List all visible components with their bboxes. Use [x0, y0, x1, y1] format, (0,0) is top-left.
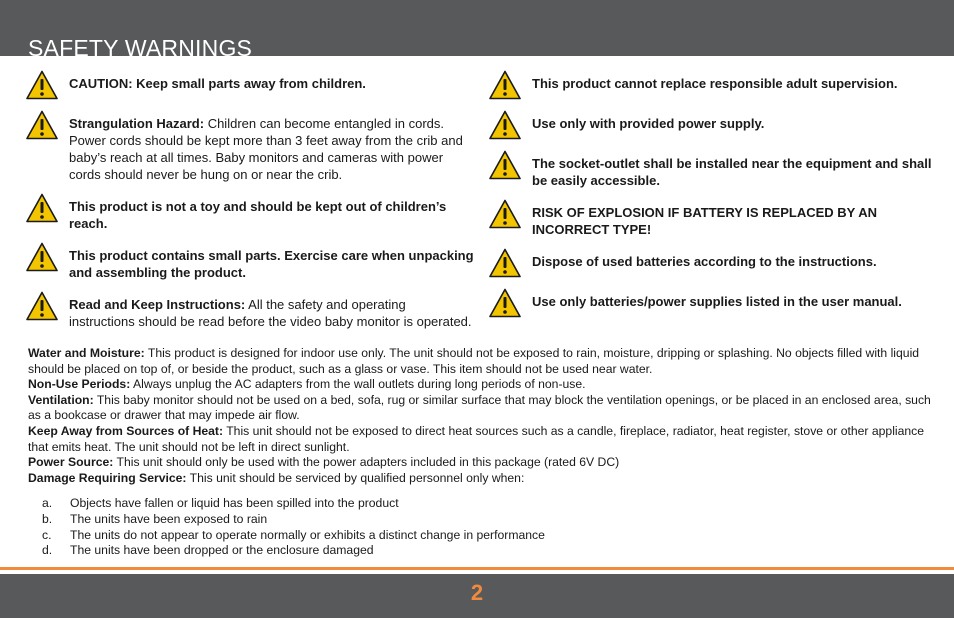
warning-heading: This product contains small parts. Exercise care when unpacking and assembling the product. [69, 248, 474, 280]
warning-item [26, 193, 474, 232]
page-header [0, 0, 954, 61]
section-text: This product is designed for indoor use only. The unit should not be exposed to rain, moisture, dripping or splashing. No objects filled with liquid should be placed on top of, or beside the product, such as a glass or vase. This item should not be used near water. [28, 346, 920, 376]
warning-item [489, 288, 943, 318]
warning-item [489, 199, 943, 238]
list-text: The units do not appear to operate normally or exhibits a distinct change in performance [70, 527, 545, 542]
warning-text: All the safety and operating instructions should be read before the video baby monitor is operated. [69, 297, 472, 329]
list-item [42, 512, 545, 528]
page-footer [0, 574, 954, 618]
warning-triangle-icon [26, 193, 58, 223]
section-text: Always unplug the AC adapters from the wall outlets during long periods of non-use. [130, 377, 586, 392]
warning-triangle-icon [489, 199, 521, 229]
page-title: SAFETY WARNINGS [28, 35, 253, 61]
list-item [42, 528, 545, 544]
section-non-use [28, 377, 933, 393]
warning-triangle-icon [489, 70, 521, 100]
warning-heading: Read and Keep Instructions: [69, 297, 246, 312]
warning-item [489, 248, 943, 278]
section-ventilation [28, 393, 933, 424]
warning-item [26, 110, 474, 183]
warning-triangle-icon [489, 248, 521, 278]
warning-text: Children can become entangled in cords. Power cords should be kept more than 3 feet away from the crib and baby’s reach at all times. Baby monitors and cameras with power cords should never be hung on or near the crib. [69, 116, 463, 182]
section-text: This baby monitor should not be used on a bed, sofa, rug or similar surface that may block the ventilation openings, or be placed in an enclosed area, such as a bookcase or drawer that may impede air flow. [28, 392, 931, 423]
section-heading: Water and Moisture: [28, 346, 145, 360]
footer-accent-line [0, 567, 954, 570]
warning-triangle-icon [26, 291, 58, 321]
warning-heading: RISK OF EXPLOSION IF BATTERY IS REPLACED BY AN INCORRECT TYPE! [532, 205, 878, 237]
section-heading: Damage Requiring Service: [28, 470, 187, 485]
warning-heading: The socket-outlet shall be installed near the equipment and shall be easily accessible. [532, 156, 932, 188]
section-damage [28, 471, 933, 487]
section-text: This unit should not be exposed to direct heat sources such as a candle, fireplace, radiator, heat register, stove or other appliance that emits heat. The unit should not be left in direct sunlight. [28, 423, 925, 454]
warning-item [489, 110, 943, 140]
warning-triangle-icon [26, 70, 58, 100]
list-label: b. [42, 511, 53, 526]
list-label: c. [42, 527, 52, 542]
service-list [42, 496, 545, 559]
section-heading: Non-Use Periods: [28, 377, 131, 392]
section-heat [28, 424, 933, 455]
list-item [42, 496, 545, 512]
section-text: This unit should only be used with the power adapters included in this package (rated 6V DC) [113, 455, 620, 470]
warning-heading: CAUTION: Keep small parts away from children. [69, 76, 366, 91]
section-water [28, 346, 933, 377]
list-label: d. [42, 543, 53, 558]
warning-triangle-icon [26, 110, 58, 140]
warning-heading: Use only batteries/power supplies listed in the user manual. [532, 294, 902, 309]
warning-triangle-icon [489, 150, 521, 180]
warning-item [489, 70, 943, 100]
warning-heading: Strangulation Hazard: [69, 116, 205, 131]
right-warning-column [489, 70, 943, 328]
warning-triangle-icon [26, 242, 58, 272]
warning-item [26, 242, 474, 281]
warning-item [26, 70, 474, 100]
safety-sections [28, 346, 933, 486]
page-number: 2 [470, 580, 484, 605]
warning-heading: Dispose of used batteries according to the instructions. [532, 254, 877, 269]
warning-triangle-icon [489, 110, 521, 140]
section-heading: Power Source: [28, 455, 114, 470]
list-label: a. [42, 496, 53, 510]
list-text: The units have been exposed to rain [70, 511, 268, 526]
warning-item [489, 150, 943, 189]
list-text: The units have been dropped or the enclosure damaged [70, 543, 374, 558]
warning-triangle-icon [489, 288, 521, 318]
left-warning-column [26, 70, 474, 340]
section-text: This unit should be serviced by qualified personnel only when: [186, 470, 525, 485]
section-heading: Keep Away from Sources of Heat: [28, 423, 224, 438]
list-item [42, 543, 545, 559]
warning-heading: Use only with provided power supply. [532, 116, 765, 131]
warning-item [26, 291, 474, 330]
list-text: Objects have fallen or liquid has been spilled into the product [70, 496, 399, 510]
section-heading: Ventilation: [28, 392, 94, 407]
warning-heading: This product cannot replace responsible adult supervision. [532, 76, 898, 91]
warning-heading: This product is not a toy and should be kept out of children’s reach. [69, 199, 447, 231]
section-power [28, 455, 933, 471]
